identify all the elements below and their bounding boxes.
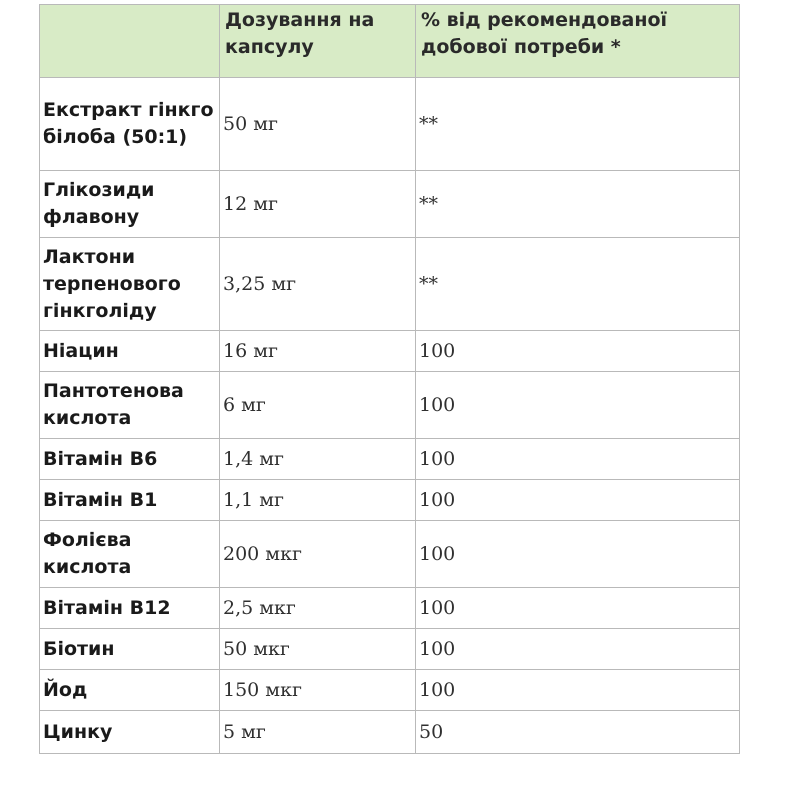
table-row [40, 78, 740, 171]
table-row [40, 171, 740, 238]
ingredient-dose: 5 мг [220, 711, 416, 754]
table-header-row [40, 5, 740, 78]
ingredient-name: Лактони терпенового гінкголіду [40, 238, 220, 331]
ingredient-dose: 50 мкг [220, 629, 416, 670]
ingredient-name: Цинку [40, 711, 220, 754]
table-row [40, 331, 740, 372]
ingredient-dose: 1,4 мг [220, 439, 416, 480]
table-row [40, 521, 740, 588]
ingredient-percent: ** [416, 171, 740, 238]
ingredient-dose: 50 мг [220, 78, 416, 171]
ingredient-name: Вітамін В1 [40, 480, 220, 521]
table-row [40, 238, 740, 331]
ingredient-percent: 100 [416, 331, 740, 372]
ingredient-percent: ** [416, 78, 740, 171]
header-percent-daily-value: % від рекомендованої добової потреби * [416, 5, 740, 78]
table-row [40, 372, 740, 439]
ingredient-name: Вітамін В12 [40, 588, 220, 629]
header-corner-cell [40, 5, 220, 78]
ingredient-percent: 100 [416, 629, 740, 670]
table-row [40, 711, 740, 754]
ingredient-name: Йод [40, 670, 220, 711]
table-row [40, 588, 740, 629]
ingredient-dose: 16 мг [220, 331, 416, 372]
ingredient-percent: 100 [416, 588, 740, 629]
ingredient-percent: 100 [416, 480, 740, 521]
ingredient-percent: 100 [416, 670, 740, 711]
table-row [40, 629, 740, 670]
ingredient-name: Пантотенова кислота [40, 372, 220, 439]
table-row [40, 480, 740, 521]
table-row [40, 670, 740, 711]
ingredient-name: Вітамін В6 [40, 439, 220, 480]
ingredient-name: Ніацин [40, 331, 220, 372]
ingredient-name: Глікозиди флавону [40, 171, 220, 238]
ingredient-percent: 100 [416, 439, 740, 480]
ingredient-name: Біотин [40, 629, 220, 670]
ingredient-dose: 12 мг [220, 171, 416, 238]
header-dose-per-capsule: Дозування на капсулу [220, 5, 416, 78]
ingredient-percent: ** [416, 238, 740, 331]
ingredient-dose: 1,1 мг [220, 480, 416, 521]
table-row [40, 439, 740, 480]
ingredient-dose: 2,5 мкг [220, 588, 416, 629]
ingredient-dose: 200 мкг [220, 521, 416, 588]
ingredient-dose: 6 мг [220, 372, 416, 439]
supplement-composition-table [39, 4, 740, 754]
ingredient-percent: 100 [416, 372, 740, 439]
ingredient-percent: 100 [416, 521, 740, 588]
ingredient-name: Екстракт гінкго білоба (50:1) [40, 78, 220, 171]
ingredient-name: Фолієва кислота [40, 521, 220, 588]
ingredient-dose: 150 мкг [220, 670, 416, 711]
ingredient-dose: 3,25 мг [220, 238, 416, 331]
ingredient-percent: 50 [416, 711, 740, 754]
